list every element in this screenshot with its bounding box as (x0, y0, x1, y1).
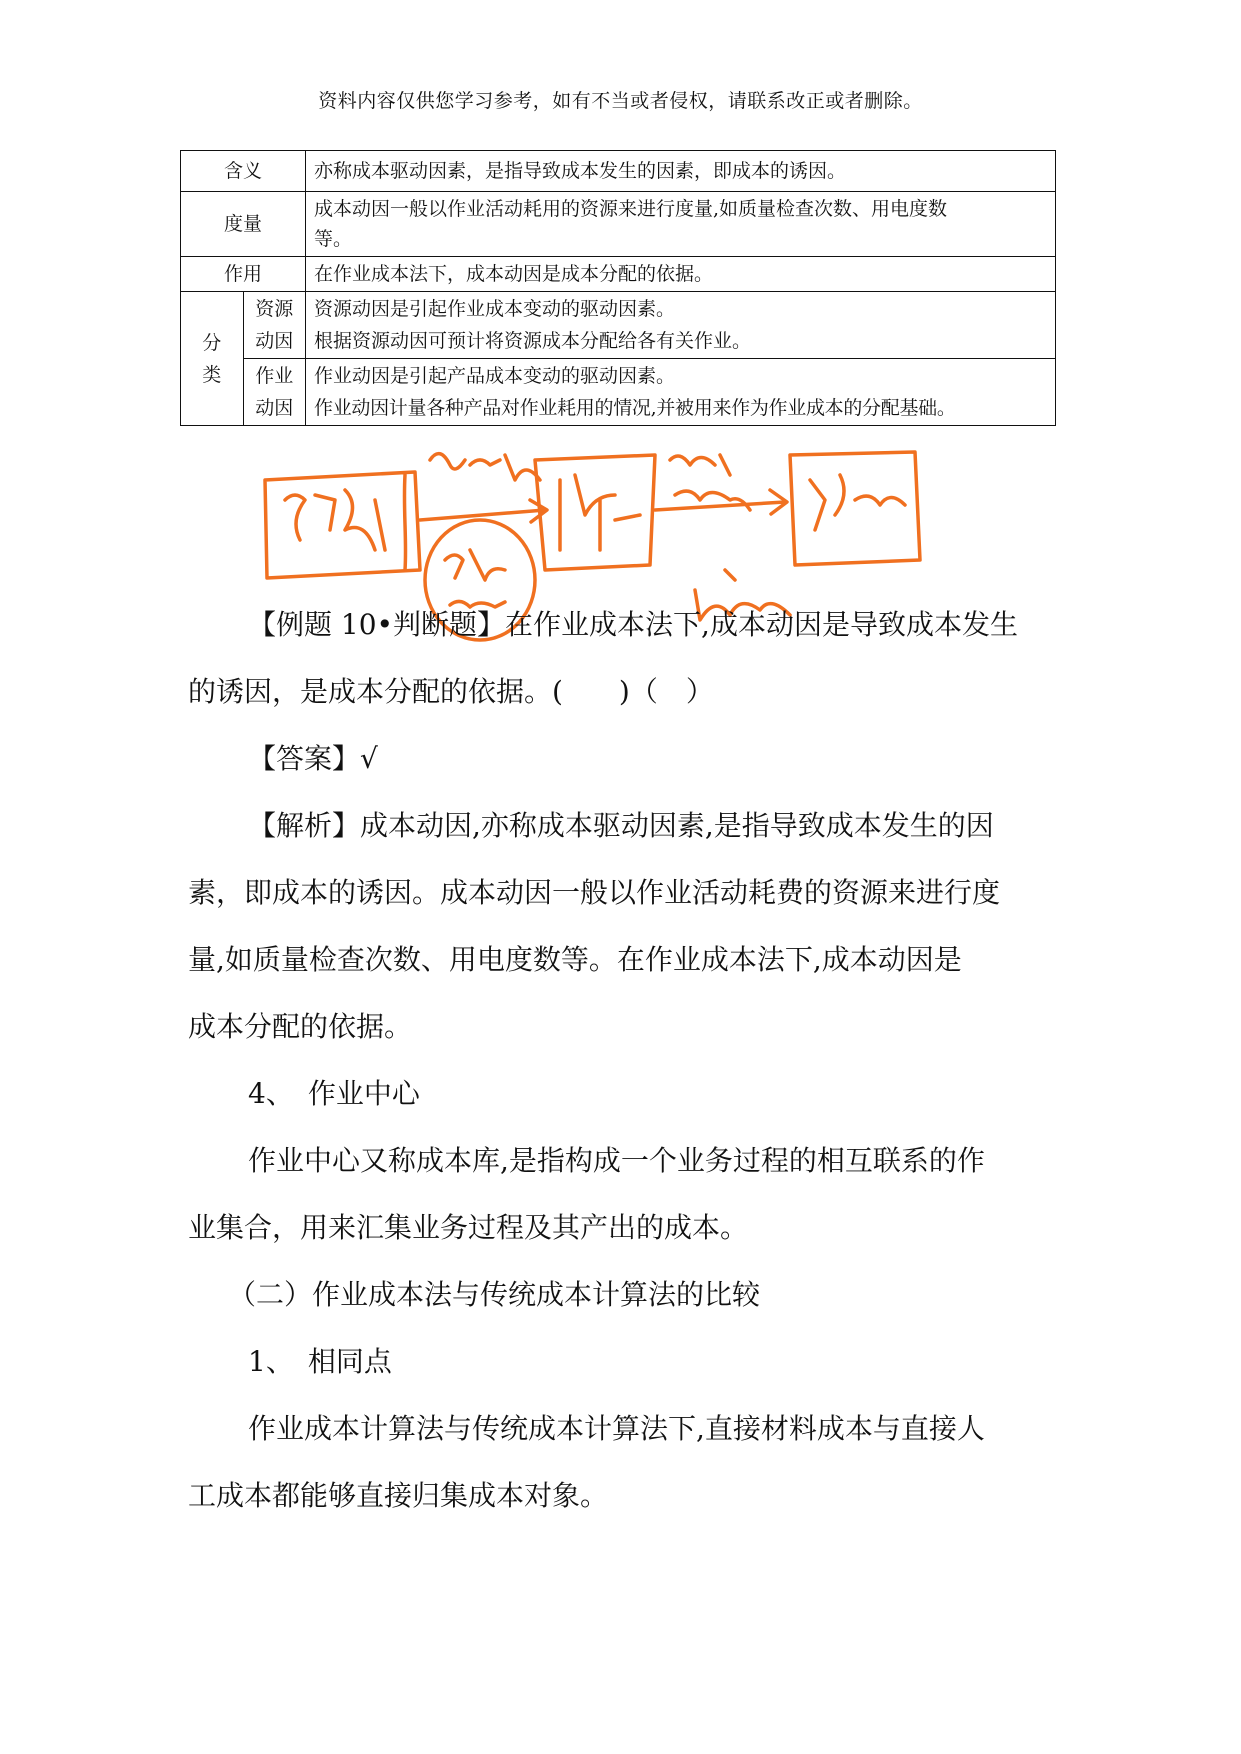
analysis-line-2: 素，即成本的诱因。成本动因一般以作业活动耗费的资源来进行度 (188, 876, 1001, 909)
row-text-activity (306, 359, 1056, 426)
row-text-role: 在作业成本法下，成本动因是成本分配的依据。 (306, 257, 1056, 292)
product-scribble (810, 475, 905, 530)
product-box-sketch (790, 452, 920, 565)
arrow1-label-scribble (430, 454, 540, 480)
category-label-1: 分 (202, 331, 222, 354)
same-heading: 1、 相同点 (248, 1345, 392, 1378)
center-line-1: 作业中心又称成本库,是指构成一个业务过程的相互联系的作 (248, 1144, 985, 1177)
row-label-activity (243, 359, 306, 426)
arrow2-label-scribble (670, 455, 750, 510)
row-text-resource (306, 292, 1056, 359)
row-text-meaning: 亦称成本驱动因素，是指导致成本发生的因素，即成本的诱因。 (306, 151, 1056, 192)
answer-line: 【答案】√ (248, 742, 378, 775)
row-label-resource (243, 292, 306, 359)
resource-label-1: 资源 (255, 298, 294, 320)
analysis-line-1: 【解析】成本动因,亦称成本驱动因素,是指导致成本发生的因 (248, 809, 994, 842)
activity-line-2: 作业动因计量各种产品对作业耗用的情况,并被用来作为作业成本的分配基础。 (314, 397, 956, 419)
resource-label-2: 动因 (255, 330, 294, 352)
table-row-role (181, 257, 1056, 292)
analysis-line-4: 成本分配的依据。 (188, 1010, 413, 1043)
row-label-category (181, 292, 244, 426)
same-line-2: 工成本都能够直接归集成本对象。 (188, 1479, 609, 1512)
analysis-line-3: 量,如质量检查次数、用电度数等。在作业成本法下,成本动因是 (188, 943, 962, 976)
cost-driver-table (180, 150, 1056, 426)
example-paragraph (188, 591, 1088, 1529)
activity-line-1: 作业动因是引起产品成本变动的驱动因素。 (314, 365, 676, 387)
activity-box-sketch (535, 455, 655, 570)
row-text-measure (306, 192, 1056, 257)
resource-box-sketch (265, 472, 420, 578)
header-note: 资料内容仅供您学习参考，如有不当或者侵权，请联系改正或者删除。 (318, 90, 923, 112)
activity-label-2: 动因 (255, 397, 294, 419)
activity-label-1: 作业 (255, 365, 294, 387)
example-line-1: 【例题 10•判断题】在作业成本法下,成本动因是导致成本发生 (248, 608, 1018, 641)
resource-scribble (285, 490, 385, 550)
measure-line-1: 成本动因一般以作业活动耗用的资源来进行度量,如质量检查次数、用电度数 (314, 198, 948, 220)
resource-line-2: 根据资源动因可预计将资源成本分配给各有关作业。 (314, 330, 752, 352)
row-label-measure: 度量 (181, 192, 306, 257)
category-label-2: 类 (202, 363, 222, 386)
section-2-heading: （二）作业成本法与传统成本计算法的比较 (228, 1278, 761, 1311)
section-4-heading: 4、 作业中心 (248, 1077, 420, 1110)
example-line-2: 的诱因，是成本分配的依据。( )（ ） (188, 675, 714, 708)
table-row-activity-driver (181, 359, 1056, 426)
table-row-resource-driver (181, 292, 1056, 359)
table-row-meaning (181, 151, 1056, 192)
table-row-measure (181, 192, 1056, 257)
activity-scribble (560, 475, 640, 550)
row-label-meaning: 含义 (181, 151, 306, 192)
resource-line-1: 资源动因是引起作业成本变动的驱动因素。 (314, 298, 676, 320)
same-line-1: 作业成本计算法与传统成本计算法下,直接材料成本与直接人 (248, 1412, 985, 1445)
measure-line-2: 等。 (314, 228, 353, 250)
center-line-2: 业集合，用来汇集业务过程及其产出的成本。 (188, 1211, 749, 1244)
row-label-role: 作用 (181, 257, 306, 292)
